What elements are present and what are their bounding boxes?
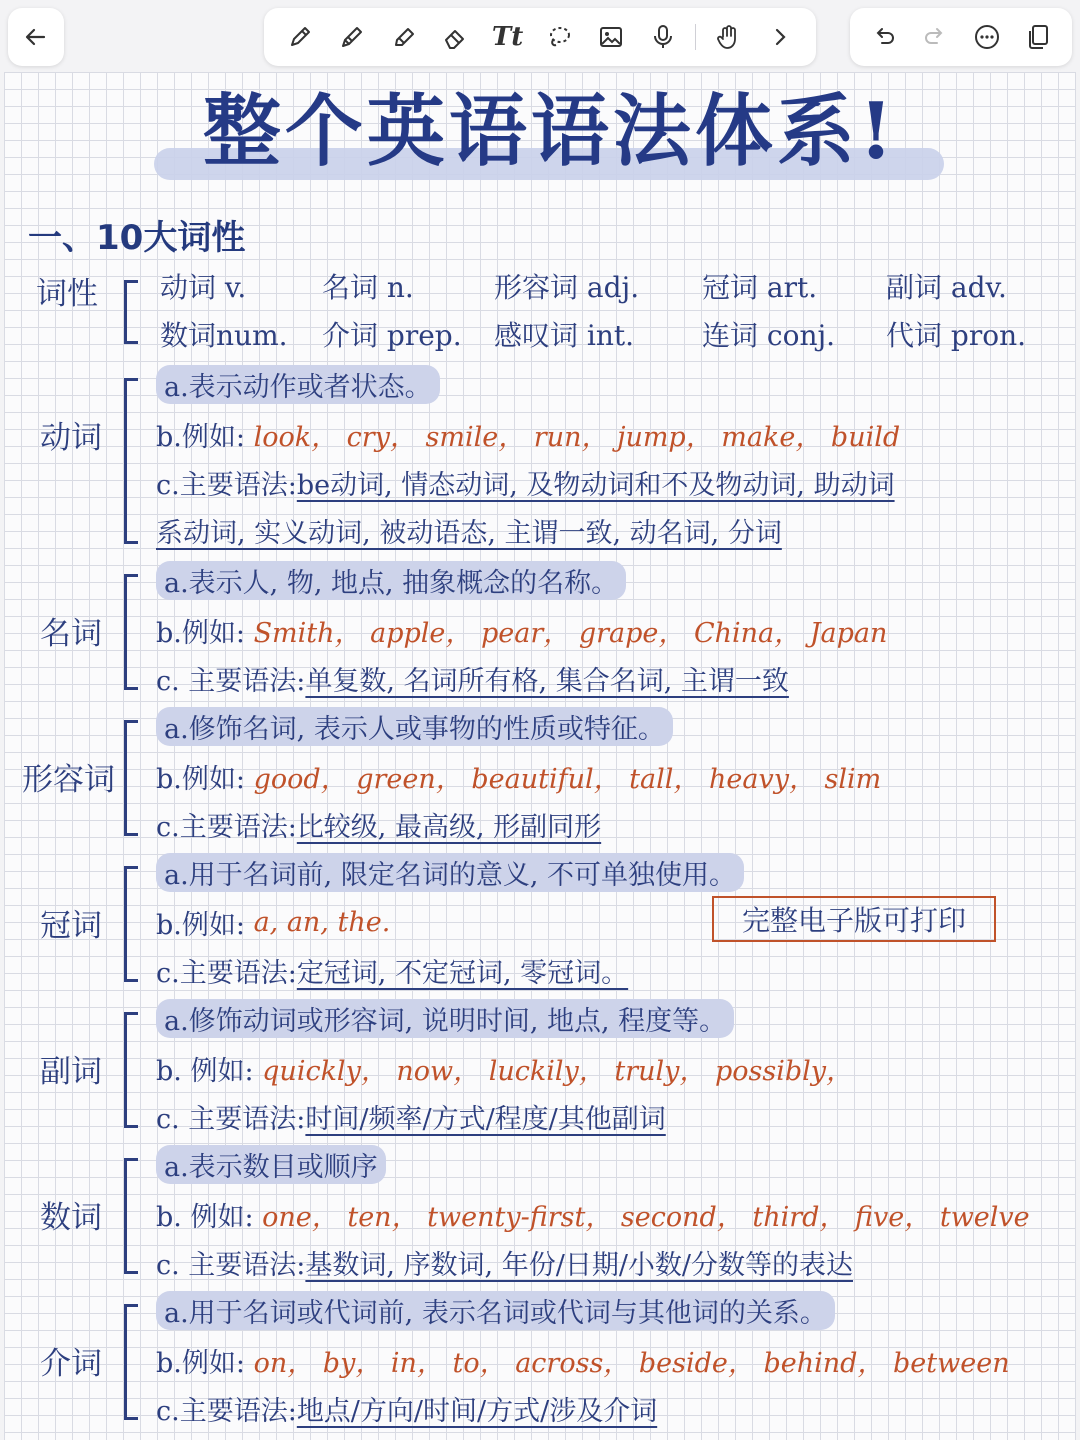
- adverb-line-c: [156, 1094, 666, 1138]
- microphone-icon[interactable]: [643, 17, 683, 57]
- adverb-examples: quickly， now， luckily， truly， possibly，: [262, 1055, 854, 1087]
- image-icon[interactable]: [591, 17, 631, 57]
- eraser-icon[interactable]: [436, 17, 476, 57]
- undo-icon[interactable]: [864, 17, 904, 57]
- verb-definition: a.表示动作或者状态。: [156, 365, 440, 404]
- verb-grammar-2: 系动词, 实义动词, 被动语态, 主谓一致, 动名词, 分词: [156, 517, 782, 549]
- verb-line-a: [156, 362, 440, 406]
- pos-brace: [124, 280, 138, 344]
- numeral-label: 数词: [40, 1200, 102, 1236]
- adj-brace: [124, 720, 138, 836]
- noun-line-b: [156, 608, 887, 652]
- adverb-grammar: 时间/频率/方式/程度/其他副词: [305, 1103, 666, 1135]
- article-line-b: [156, 900, 390, 944]
- pos-cell: 副词 adv.: [886, 271, 1007, 304]
- prep-definition: a.用于名词或代词前, 表示名词或代词与其他词的关系。: [156, 1291, 835, 1330]
- pos-cell: 名词 n.: [322, 271, 414, 304]
- pen-icon[interactable]: [280, 17, 320, 57]
- grammar-prefix: c. 主要语法:: [156, 1103, 306, 1135]
- verb-line-c2: [156, 508, 782, 552]
- adj-label: 形容词: [22, 762, 115, 798]
- example-prefix: b.例如:: [156, 617, 245, 649]
- page-title: 整个英语语法体系!: [202, 86, 898, 177]
- example-prefix: b. 例如:: [156, 1201, 254, 1233]
- pages-icon[interactable]: [1018, 17, 1058, 57]
- verb-brace: [124, 378, 138, 544]
- numeral-line-c: [156, 1240, 853, 1284]
- noun-grammar: 单复数, 名词所有格, 集合名词, 主谓一致: [305, 665, 789, 697]
- section-heading: 一、10大词性: [28, 218, 246, 258]
- print-version-box: 完整电子版可打印: [712, 896, 996, 942]
- redo-icon[interactable]: [915, 17, 955, 57]
- prep-brace: [124, 1304, 138, 1420]
- noun-brace: [124, 574, 138, 690]
- prep-grammar: 地点/方向/时间/方式/涉及介词: [296, 1395, 658, 1427]
- verb-grammar: be动词, 情态动词, 及物动词和不及物动词, 助动词: [296, 469, 895, 501]
- grammar-prefix: c.主要语法:: [156, 1395, 297, 1427]
- numeral-examples: one， ten， twenty-first， second， third， five， twelve: [262, 1201, 1030, 1233]
- hand-icon[interactable]: [708, 17, 748, 57]
- noun-examples: Smith， apple， pear， grape， China， Japan: [253, 617, 888, 649]
- pos-cell: 冠词 art.: [702, 271, 818, 304]
- grammar-prefix: c. 主要语法:: [156, 1249, 306, 1281]
- pos-cell: 连词 conj.: [702, 319, 836, 352]
- title-block: [150, 82, 950, 192]
- pos-grid: [160, 262, 1060, 358]
- pos-cell: 感叹词 int.: [494, 319, 635, 352]
- adj-line-c: [156, 802, 601, 846]
- grammar-prefix: c. 主要语法:: [156, 665, 306, 697]
- adverb-label: 副词: [40, 1054, 102, 1090]
- pos-cell: 形容词 adj.: [494, 271, 640, 304]
- pos-label: 词性: [36, 276, 98, 312]
- pos-cell: 介词 prep.: [322, 319, 462, 352]
- adj-examples: good， green， beautiful， tall， heavy， slim: [253, 763, 882, 795]
- example-prefix: b.例如:: [156, 763, 245, 795]
- adj-definition: a.修饰名词, 表示人或事物的性质或特征。: [156, 707, 673, 746]
- numeral-grammar: 基数词, 序数词, 年份/日期/小数/分数等的表达: [305, 1249, 854, 1281]
- pos-row-2: [160, 310, 1060, 358]
- adverb-definition: a.修饰动词或形容词, 说明时间, 地点, 程度等。: [156, 999, 734, 1038]
- prep-label: 介词: [40, 1346, 102, 1382]
- lasso-icon[interactable]: [539, 17, 579, 57]
- adj-line-b: [156, 754, 881, 798]
- back-pill: [8, 8, 64, 66]
- pos-cell: 数词num.: [160, 319, 288, 352]
- article-brace: [124, 866, 138, 982]
- example-prefix: b.例如:: [156, 1347, 245, 1379]
- adverb-line-a: [156, 996, 734, 1040]
- example-prefix: b.例如:: [156, 421, 245, 453]
- more-icon[interactable]: [967, 17, 1007, 57]
- verb-examples: look， cry， smile， run， jump， make， build: [253, 421, 901, 453]
- example-prefix: b.例如:: [156, 909, 245, 941]
- adj-grammar: 比较级, 最高级, 形副同形: [296, 811, 602, 843]
- highlighter-icon[interactable]: [384, 17, 424, 57]
- article-line-c: [156, 948, 628, 992]
- article-label: 冠词: [40, 908, 102, 944]
- pos-row-1: [160, 262, 1060, 310]
- chevron-right-icon[interactable]: [760, 17, 800, 57]
- grammar-prefix: c.主要语法:: [156, 469, 297, 501]
- back-arrow-icon[interactable]: [16, 17, 56, 57]
- noun-definition: a.表示人, 物, 地点, 抽象概念的名称。: [156, 561, 626, 600]
- example-prefix: b. 例如:: [156, 1055, 254, 1087]
- verb-line-c: [156, 460, 895, 504]
- numeral-line-b: [156, 1192, 1030, 1236]
- verb-line-b: [156, 412, 900, 456]
- numeral-definition: a.表示数目或顺序: [156, 1145, 386, 1184]
- article-line-a: [156, 850, 744, 894]
- tools-pill: [264, 8, 816, 66]
- prep-line-b: [156, 1338, 1010, 1382]
- noun-label: 名词: [40, 616, 102, 652]
- prep-line-a: [156, 1288, 835, 1332]
- noun-line-c: [156, 656, 789, 700]
- prep-line-c: [156, 1386, 657, 1430]
- article-examples: a, an, the.: [253, 906, 391, 938]
- prep-examples: on， by， in， to， across， beside， behind， between: [253, 1347, 1010, 1379]
- adverb-line-b: [156, 1046, 853, 1090]
- grammar-prefix: c.主要语法:: [156, 811, 297, 843]
- adj-line-a: [156, 704, 673, 748]
- article-grammar: 定冠词, 不定冠词, 零冠词。: [296, 957, 629, 989]
- adverb-brace: [124, 1012, 138, 1128]
- numeral-line-a: [156, 1142, 386, 1186]
- numeral-brace: [124, 1158, 138, 1274]
- grammar-prefix: c.主要语法:: [156, 957, 297, 989]
- top-toolbar: [0, 0, 1080, 72]
- article-definition: a.用于名词前, 限定名词的意义, 不可单独使用。: [156, 853, 744, 892]
- actions-pill: [850, 8, 1072, 66]
- text-icon[interactable]: Tt: [491, 22, 524, 52]
- pos-cell: 动词 v.: [160, 271, 247, 304]
- toolbar-divider: [695, 24, 696, 50]
- verb-label: 动词: [40, 420, 102, 456]
- pencil-icon[interactable]: [332, 17, 372, 57]
- noun-line-a: [156, 558, 626, 602]
- pos-cell: 代词 pron.: [886, 319, 1027, 352]
